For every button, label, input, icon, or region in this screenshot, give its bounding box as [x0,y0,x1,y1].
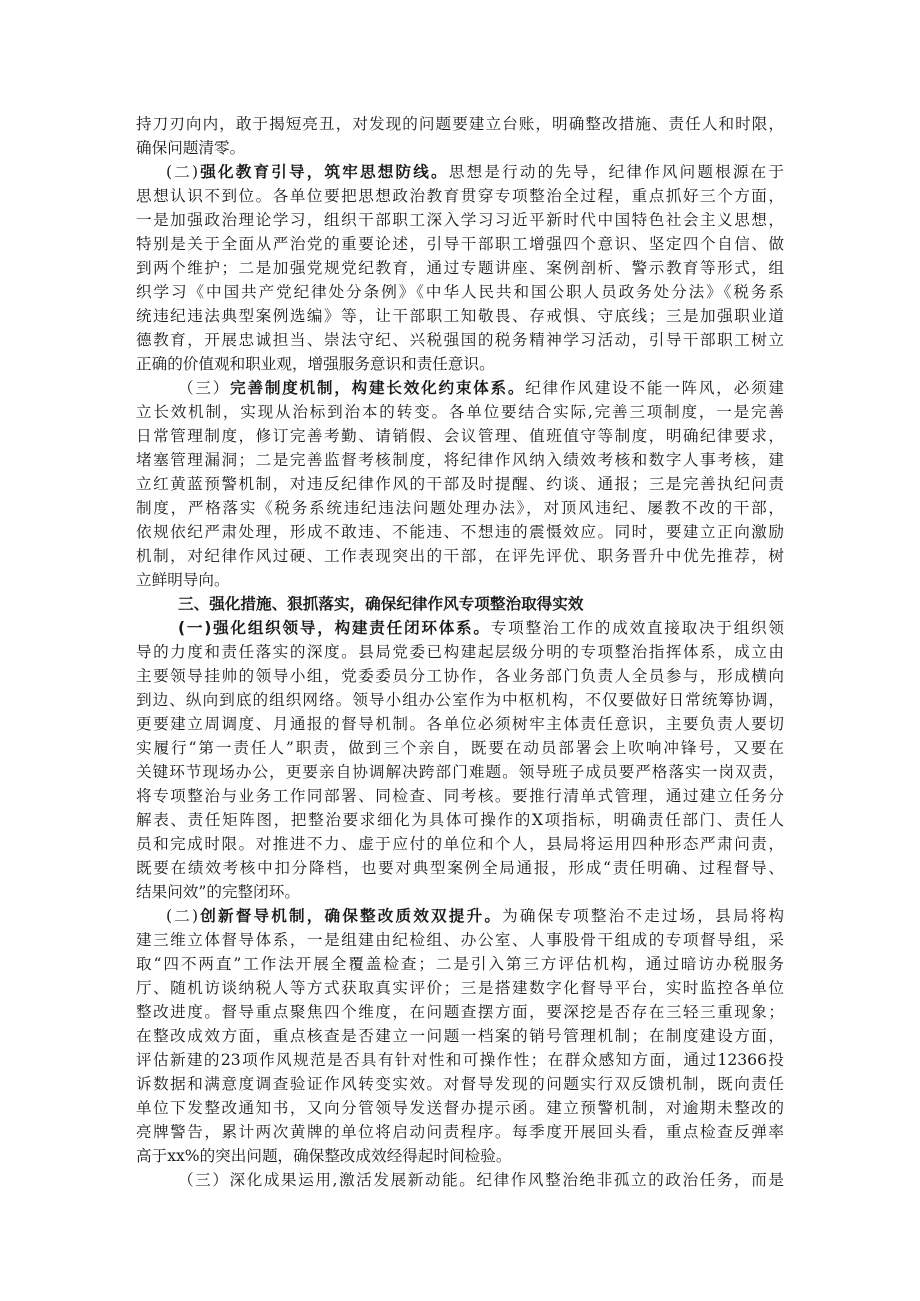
text-line [136,1000,784,1024]
body-text: 纪律作风建设不能一阵风，必须建 [525,379,784,397]
body-text: 更要建立周调度、月通报的督导机制。各单位必须树牢主体责任意识，主要负责人要切 [136,715,784,733]
body-text: 机制，对纪律作风过硬、工作表现突出的干部，在评先评优、职务晋升中优先推荐，树 [136,547,784,565]
text-line [136,784,784,808]
text-line [136,568,784,592]
text-line [136,136,784,160]
text-line [136,112,784,136]
body-text: 正确的价值观和职业观，增强服务意识和责任意识。 [136,355,495,373]
text-line [136,1120,784,1144]
body-text: （三） [178,379,231,397]
body-text: 将专项整治与业务工作同部署、同检查、同考核。要推行清单式管理，通过建立任务分 [136,787,784,805]
body-text: 建三维立体督导体系，一是组建由纪检组、办公室、人事股骨干组成的专项督导组，采 [136,931,784,949]
text-line [136,400,784,424]
body-text: 既要在绩效考核中扣分降档，也要对典型案例全局通报，形成“责任明确、过程督导、 [136,859,784,877]
bold-heading-text: 强化教育引导，筑牢思想防线。 [198,163,449,181]
body-text: 整改进度。督导重点聚焦四个维度，在问题查摆方面，要深挖是否存在三轻三重现象； [136,1003,784,1021]
text-line [136,304,784,328]
body-text: 主要领导挂帅的领导小组，党委委员分工协作，各业务部门负责人全员参与，形成横向 [136,667,784,685]
text-line [136,544,784,568]
body-text: 专项整治工作的成效直接取决于组织领 [490,619,784,637]
body-text: 单位下发整改通知书，又向分管领导发送督办提示函。建立预警机制，对逾期未整改的 [136,1099,784,1117]
body-text: 实履行“第一责任人”职责，做到三个亲自，既要在动员部署会上吹响冲锋号，又要在 [136,739,784,757]
text-line [178,1168,784,1192]
text-line [136,208,784,232]
body-text: 立长效机制，实现从治标到治本的转变。各单位要结合实际,完善三项制度，一是完善 [136,403,784,421]
body-text: (二) [166,163,199,181]
body-text: 诉数据和满意度调查验证作风转变实效。对督导发现的问题实行双反馈机制，既向责任 [136,1075,784,1093]
text-line [136,280,784,304]
text-line [136,1096,784,1120]
body-text: 持刀刃向内，敢于揭短亮丑，对发现的问题要建立台账，明确整改措施、责任人和时限， [136,115,784,133]
text-line [136,1048,784,1072]
text-line [166,160,784,184]
text-line [136,808,784,832]
body-text: 为确保专项整治不走过场，县局将构 [502,907,784,925]
text-line [136,424,784,448]
body-text: 日常管理制度，修订完善考勤、请销假、会议管理、值班值守等制度，明确纪律要求， [136,427,784,445]
text-line [136,640,784,664]
text-line [136,256,784,280]
body-text: 关键环节现场办公，更要亲自协调解决跨部门难题。领导班子成员要严格落实一岗双责， [136,763,784,781]
body-text: 思想是行动的先导，纪律作风问题根源在于 [448,163,784,181]
body-text: 立红黄蓝预警机制，对违反纪律作风的干部及时提醒、约谈、通报；三是完善执纪问责 [136,475,784,493]
text-line [136,760,784,784]
text-line [136,976,784,1000]
body-text: 导的力度和责任落实的深度。县局党委已构建起层级分明的专项整治指挥体系，成立由 [136,643,784,661]
bold-heading-text: 三、强化措施、狠抓落实，确保纪律作风专项整治取得实效 [178,595,584,613]
body-text: 依规依纪严肃处理，形成不敢违、不能违、不想违的震慑效应。同时，要建立正向激励 [136,523,784,541]
body-text: (二) [166,907,199,925]
text-line [136,448,784,472]
body-text: 立鲜明导向。 [136,571,230,589]
text-line [136,232,784,256]
text-line [136,328,784,352]
body-text: 确保问题清零。 [136,139,246,157]
body-text: 高于xx%的突出问题，确保整改成效经得起时间检验。 [136,1147,512,1165]
bold-heading-text: (一)强化组织领导，构建责任闭环体系。 [178,619,491,637]
body-text: 结果问效”的完整闭环。 [136,883,300,901]
text-line [136,1144,784,1168]
text-line [136,520,784,544]
text-line [136,712,784,736]
body-text: 在整改成效方面，重点核查是否建立一问题一档案的销号管理机制；在制度建设方面， [136,1027,784,1045]
text-line [136,736,784,760]
bold-heading-text: 创新督导机制，确保整改质效双提升。 [198,907,503,925]
text-line [178,592,784,616]
text-line [136,184,784,208]
text-line [136,352,784,376]
text-line [136,664,784,688]
text-line [136,472,784,496]
text-line [166,904,784,928]
body-text: 到边、纵向到底的组织网络。领导小组办公室作为中枢机构，不仅要做好日常统筹协调， [136,691,784,709]
text-line [136,880,784,904]
body-text: 统违纪违法典型案例选编》等，让干部职工知敬畏、存戒惧、守底线；三是加强职业道 [136,307,784,325]
body-text: 评估新建的23项作风规范是否具有针对性和可操作性；在群众感知方面，通过12366投 [136,1051,784,1069]
bold-heading-text: 完善制度机制，构建长效化约束体系。 [230,379,526,397]
body-text: （三）深化成果运用,激活发展新动能。纪律作风整治绝非孤立的政治任务，而是 [178,1171,784,1189]
body-text: 解表、责任矩阵图，把整治要求细化为具体可操作的X项指标，明确责任部门、责任人 [136,811,784,829]
text-line [136,856,784,880]
body-text: 堵塞管理漏洞；二是完善监督考核制度，将纪律作风纳入绩效考核和数字人事考核，建 [136,451,784,469]
body-text: 到两个维护；二是加强党规党纪教育，通过专题讲座、案例剖析、警示教育等形式，组 [136,259,784,277]
text-line [136,928,784,952]
body-text: 厅、随机访谈纳税人等方式获取真实评价；三是搭建数字化督导平台，实时监控各单位 [136,979,784,997]
body-text: 德教育，开展忠诚担当、崇法守纪、兴税强国的税务精神学习活动，引导干部职工树立 [136,331,784,349]
text-line [136,496,784,520]
body-text: 取“四不两直”工作法开展全覆盖检查；二是引入第三方评估机构，通过暗访办税服务 [136,955,784,973]
text-line [136,832,784,856]
body-text: 亮牌警告，累计两次黄牌的单位将启动问责程序。每季度开展回头看，重点检查反弹率 [136,1123,784,1141]
text-line [136,1024,784,1048]
text-line [178,376,784,400]
text-line [178,616,784,640]
body-text: 特别是关于全面从严治党的重要论述，引导干部职工增强四个意识、坚定四个自信、做 [136,235,784,253]
body-text: 思想认识不到位。各单位要把思想政治教育贯穿专项整治全过程，重点抓好三个方面， [136,187,784,205]
body-text: 员和完成时限。对推进不力、虚于应付的单位和个人，县局将运用四种形态严肃问责， [136,835,784,853]
body-text: 织学习《中国共产党纪律处分条例》《中华人民共和国公职人员政务处分法》《税务系 [136,283,784,301]
body-text: 制度，严格落实《税务系统违纪违法问题处理办法》，对顶风违纪、屡教不改的干部， [136,499,784,517]
text-line [136,1072,784,1096]
text-line [136,688,784,712]
text-line [136,952,784,976]
body-text: 一是加强政治理论学习，组织干部职工深入学习习近平新时代中国特色社会主义思想， [136,211,784,229]
